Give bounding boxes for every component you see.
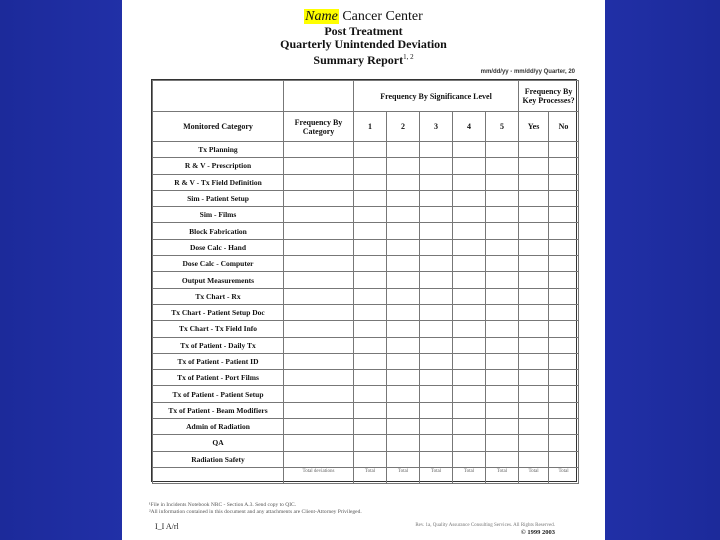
count-cell[interactable] (549, 451, 579, 467)
count-cell[interactable] (354, 174, 387, 190)
category-label: Admin of Radiation (153, 419, 284, 435)
count-cell[interactable] (519, 174, 549, 190)
count-cell[interactable] (420, 272, 453, 288)
category-row (153, 288, 579, 304)
category-row (153, 337, 579, 353)
count-cell[interactable] (387, 419, 420, 435)
count-cell[interactable] (519, 321, 549, 337)
count-cell[interactable] (420, 288, 453, 304)
count-cell[interactable] (519, 142, 549, 158)
copyright: © 1999 2003 (520, 529, 555, 536)
category-label: Block Fabrication (153, 223, 284, 239)
count-cell[interactable] (354, 158, 387, 174)
category-label: Tx Chart - Patient Setup Doc (153, 304, 284, 320)
count-cell[interactable] (519, 451, 549, 467)
count-cell[interactable] (420, 142, 453, 158)
count-cell[interactable] (549, 386, 579, 402)
total-yes-cell: Total (519, 467, 549, 483)
footnote-1: ¹File in Incidents Notebook NRC - Section A.3. Send copy to QIC. (149, 502, 297, 508)
count-cell[interactable] (453, 288, 486, 304)
count-cell[interactable] (453, 256, 486, 272)
category-label: Radiation Safety (153, 451, 284, 467)
category-row (153, 174, 579, 190)
count-cell[interactable] (284, 256, 354, 272)
count-cell[interactable] (354, 304, 387, 320)
level-5-header: 5 (486, 112, 519, 142)
count-cell[interactable] (387, 288, 420, 304)
count-cell[interactable] (519, 353, 549, 369)
count-cell[interactable] (549, 142, 579, 158)
count-cell[interactable] (549, 158, 579, 174)
count-cell[interactable] (420, 174, 453, 190)
count-cell[interactable] (420, 207, 453, 223)
count-cell[interactable] (486, 256, 519, 272)
category-label: Tx Planning (153, 142, 284, 158)
yes-header: Yes (519, 112, 549, 142)
count-cell[interactable] (486, 386, 519, 402)
count-cell[interactable] (549, 207, 579, 223)
count-cell[interactable] (354, 256, 387, 272)
count-cell[interactable] (519, 402, 549, 418)
count-cell[interactable] (354, 142, 387, 158)
count-cell[interactable] (387, 256, 420, 272)
category-label: Sim - Films (153, 207, 284, 223)
category-row (153, 142, 579, 158)
center-name (122, 8, 605, 25)
count-cell[interactable] (354, 272, 387, 288)
count-cell[interactable] (519, 272, 549, 288)
category-label: QA (153, 435, 284, 451)
category-label: Tx of Patient - Patient Setup (153, 386, 284, 402)
count-cell[interactable] (549, 419, 579, 435)
count-cell[interactable] (453, 321, 486, 337)
count-cell[interactable] (519, 190, 549, 206)
count-cell[interactable] (453, 142, 486, 158)
count-cell[interactable] (387, 207, 420, 223)
count-cell[interactable] (387, 142, 420, 158)
no-header: No (549, 112, 579, 142)
count-cell[interactable] (284, 190, 354, 206)
count-cell[interactable] (420, 402, 453, 418)
count-cell[interactable] (420, 353, 453, 369)
count-cell[interactable] (549, 337, 579, 353)
count-cell[interactable] (284, 353, 354, 369)
count-cell[interactable] (354, 321, 387, 337)
category-row (153, 435, 579, 451)
category-row (153, 239, 579, 255)
count-cell[interactable] (519, 386, 549, 402)
document-code: I_I A/rl (155, 522, 179, 531)
count-cell[interactable] (284, 337, 354, 353)
count-cell[interactable] (420, 256, 453, 272)
count-cell[interactable] (387, 435, 420, 451)
count-cell[interactable] (387, 272, 420, 288)
count-cell[interactable] (486, 304, 519, 320)
count-cell[interactable] (549, 321, 579, 337)
count-cell[interactable] (486, 419, 519, 435)
count-cell[interactable] (354, 288, 387, 304)
count-cell[interactable] (453, 223, 486, 239)
count-cell[interactable] (387, 337, 420, 353)
category-row (153, 353, 579, 369)
reporting-period: mm/dd/yy - mm/dd/yy Quarter, 20 (480, 69, 575, 75)
count-cell[interactable] (453, 272, 486, 288)
count-cell[interactable] (486, 337, 519, 353)
frequency-by-category-header: Frequency By Category (284, 112, 354, 142)
category-label: Tx of Patient - Patient ID (153, 353, 284, 369)
count-cell[interactable] (284, 239, 354, 255)
title-line-quarterly: Quarterly Unintended Deviation (280, 37, 447, 51)
summary-footnote-ref: 1, 2 (403, 53, 414, 61)
category-label: R & V - Prescription (153, 158, 284, 174)
count-cell[interactable] (420, 370, 453, 386)
count-cell[interactable] (284, 451, 354, 467)
category-label: Sim - Patient Setup (153, 190, 284, 206)
footnotes (149, 502, 479, 516)
significance-group-header: Frequency By Significance Level (354, 81, 519, 112)
report-page (122, 0, 605, 540)
level-4-header: 4 (453, 112, 486, 142)
category-label: Dose Calc - Computer (153, 256, 284, 272)
category-row (153, 190, 579, 206)
count-cell[interactable] (387, 190, 420, 206)
count-cell[interactable] (453, 239, 486, 255)
key-process-group-header: Frequency By Key Processes? (519, 81, 579, 112)
count-cell[interactable] (387, 353, 420, 369)
count-cell[interactable] (387, 402, 420, 418)
category-row (153, 207, 579, 223)
category-row (153, 158, 579, 174)
count-cell[interactable] (453, 386, 486, 402)
count-cell[interactable] (453, 337, 486, 353)
table-column-header-row (153, 112, 579, 142)
title-line-post-treatment: Post Treatment (324, 24, 403, 38)
footnote-2: ²All information contained in this document and any attachments are Client-Attorney Privileged. (149, 509, 362, 515)
count-cell[interactable] (284, 435, 354, 451)
category-label: Tx of Patient - Port Films (153, 370, 284, 386)
category-label: R & V - Tx Field Definition (153, 174, 284, 190)
count-cell[interactable] (420, 239, 453, 255)
count-cell[interactable] (284, 174, 354, 190)
count-cell[interactable] (453, 207, 486, 223)
count-cell[interactable] (486, 435, 519, 451)
total-level-4-cell: Total (453, 467, 486, 483)
count-cell[interactable] (354, 337, 387, 353)
count-cell[interactable] (453, 435, 486, 451)
count-cell[interactable] (387, 386, 420, 402)
count-cell[interactable] (549, 223, 579, 239)
count-cell[interactable] (420, 190, 453, 206)
category-label: Tx of Patient - Daily Tx (153, 337, 284, 353)
count-cell[interactable] (420, 321, 453, 337)
count-cell[interactable] (284, 223, 354, 239)
count-cell[interactable] (387, 158, 420, 174)
count-cell[interactable] (519, 256, 549, 272)
totals-row (153, 467, 579, 483)
count-cell[interactable] (284, 386, 354, 402)
count-cell[interactable] (486, 288, 519, 304)
category-row (153, 272, 579, 288)
summary-report-text: Summary Report (313, 53, 404, 67)
count-cell[interactable] (420, 337, 453, 353)
count-cell[interactable] (486, 402, 519, 418)
total-level-2-cell: Total (387, 467, 420, 483)
count-cell[interactable] (354, 239, 387, 255)
count-cell[interactable] (486, 321, 519, 337)
count-cell[interactable] (284, 288, 354, 304)
count-cell[interactable] (387, 239, 420, 255)
count-cell[interactable] (486, 272, 519, 288)
count-cell[interactable] (420, 435, 453, 451)
count-cell[interactable] (486, 207, 519, 223)
count-cell[interactable] (354, 190, 387, 206)
count-cell[interactable] (549, 402, 579, 418)
category-row (153, 386, 579, 402)
count-cell[interactable] (549, 288, 579, 304)
count-cell[interactable] (354, 451, 387, 467)
count-cell[interactable] (284, 158, 354, 174)
report-title (122, 8, 605, 67)
count-cell[interactable] (453, 402, 486, 418)
count-cell[interactable] (284, 142, 354, 158)
count-cell[interactable] (453, 353, 486, 369)
total-level-5-cell: Total (486, 467, 519, 483)
count-cell[interactable] (284, 321, 354, 337)
category-label: Tx of Patient - Beam Modifiers (153, 402, 284, 418)
count-cell[interactable] (453, 419, 486, 435)
rights-line: Rev. 1a, Quality Assurance Consulting Services. All Rights Reserved. (415, 523, 555, 528)
count-cell[interactable] (486, 158, 519, 174)
count-cell[interactable] (387, 451, 420, 467)
count-cell[interactable] (420, 304, 453, 320)
count-cell[interactable] (284, 402, 354, 418)
category-label: Tx Chart - Rx (153, 288, 284, 304)
count-cell[interactable] (284, 370, 354, 386)
count-cell[interactable] (549, 435, 579, 451)
category-label: Output Measurements (153, 272, 284, 288)
count-cell[interactable] (284, 419, 354, 435)
count-cell[interactable] (486, 142, 519, 158)
count-cell[interactable] (420, 223, 453, 239)
count-cell[interactable] (420, 419, 453, 435)
count-cell[interactable] (387, 174, 420, 190)
count-cell[interactable] (519, 419, 549, 435)
blank-header-cell (284, 81, 354, 112)
count-cell[interactable] (453, 190, 486, 206)
count-cell[interactable] (549, 190, 579, 206)
category-label: Tx Chart - Tx Field Info (153, 321, 284, 337)
category-row (153, 223, 579, 239)
category-row (153, 451, 579, 467)
count-cell[interactable] (519, 239, 549, 255)
count-cell[interactable] (549, 272, 579, 288)
total-deviations-cell: Total deviations (284, 467, 354, 483)
count-cell[interactable] (354, 402, 387, 418)
count-cell[interactable] (453, 174, 486, 190)
count-cell[interactable] (354, 353, 387, 369)
count-cell[interactable] (486, 190, 519, 206)
count-cell[interactable] (284, 207, 354, 223)
total-level-3-cell: Total (420, 467, 453, 483)
category-row (153, 304, 579, 320)
category-row (153, 321, 579, 337)
count-cell[interactable] (519, 158, 549, 174)
count-cell[interactable] (453, 451, 486, 467)
count-cell[interactable] (354, 386, 387, 402)
blank-header-cell (153, 81, 284, 112)
count-cell[interactable] (453, 370, 486, 386)
count-cell[interactable] (549, 370, 579, 386)
category-label: Dose Calc - Hand (153, 239, 284, 255)
count-cell[interactable] (387, 223, 420, 239)
count-cell[interactable] (387, 321, 420, 337)
deviation-summary-table (151, 79, 577, 482)
level-3-header: 3 (420, 112, 453, 142)
category-row (153, 256, 579, 272)
category-row (153, 419, 579, 435)
category-row (153, 370, 579, 386)
count-cell[interactable] (486, 239, 519, 255)
count-cell[interactable] (519, 288, 549, 304)
count-cell[interactable] (453, 158, 486, 174)
count-cell[interactable] (549, 353, 579, 369)
count-cell[interactable] (354, 223, 387, 239)
count-cell[interactable] (354, 207, 387, 223)
count-cell[interactable] (354, 370, 387, 386)
count-cell[interactable] (519, 304, 549, 320)
count-cell[interactable] (387, 370, 420, 386)
count-cell[interactable] (354, 435, 387, 451)
count-cell[interactable] (519, 207, 549, 223)
count-cell[interactable] (354, 419, 387, 435)
count-cell[interactable] (549, 174, 579, 190)
count-cell[interactable] (420, 158, 453, 174)
count-cell[interactable] (284, 272, 354, 288)
count-cell[interactable] (519, 370, 549, 386)
count-cell[interactable] (453, 304, 486, 320)
title-line-summary (122, 51, 605, 67)
total-no-cell: Total (549, 467, 579, 483)
count-cell[interactable] (486, 174, 519, 190)
count-cell[interactable] (549, 239, 579, 255)
count-cell[interactable] (549, 256, 579, 272)
count-cell[interactable] (486, 353, 519, 369)
count-cell[interactable] (486, 370, 519, 386)
center-name-rest: Cancer Center (342, 9, 423, 24)
count-cell[interactable] (549, 304, 579, 320)
count-cell[interactable] (284, 304, 354, 320)
count-cell[interactable] (486, 451, 519, 467)
count-cell[interactable] (519, 435, 549, 451)
count-cell[interactable] (519, 337, 549, 353)
totals-label-cell (153, 467, 284, 483)
total-level-1-cell: Total (354, 467, 387, 483)
name-placeholder-highlight: Name (305, 9, 338, 24)
count-cell[interactable] (420, 451, 453, 467)
category-row (153, 402, 579, 418)
table-group-header-row (153, 81, 579, 112)
count-cell[interactable] (420, 386, 453, 402)
level-2-header: 2 (387, 112, 420, 142)
count-cell[interactable] (486, 223, 519, 239)
monitored-category-header: Monitored Category (153, 112, 284, 142)
rights-notice (415, 522, 555, 536)
count-cell[interactable] (519, 223, 549, 239)
count-cell[interactable] (387, 304, 420, 320)
level-1-header: 1 (354, 112, 387, 142)
